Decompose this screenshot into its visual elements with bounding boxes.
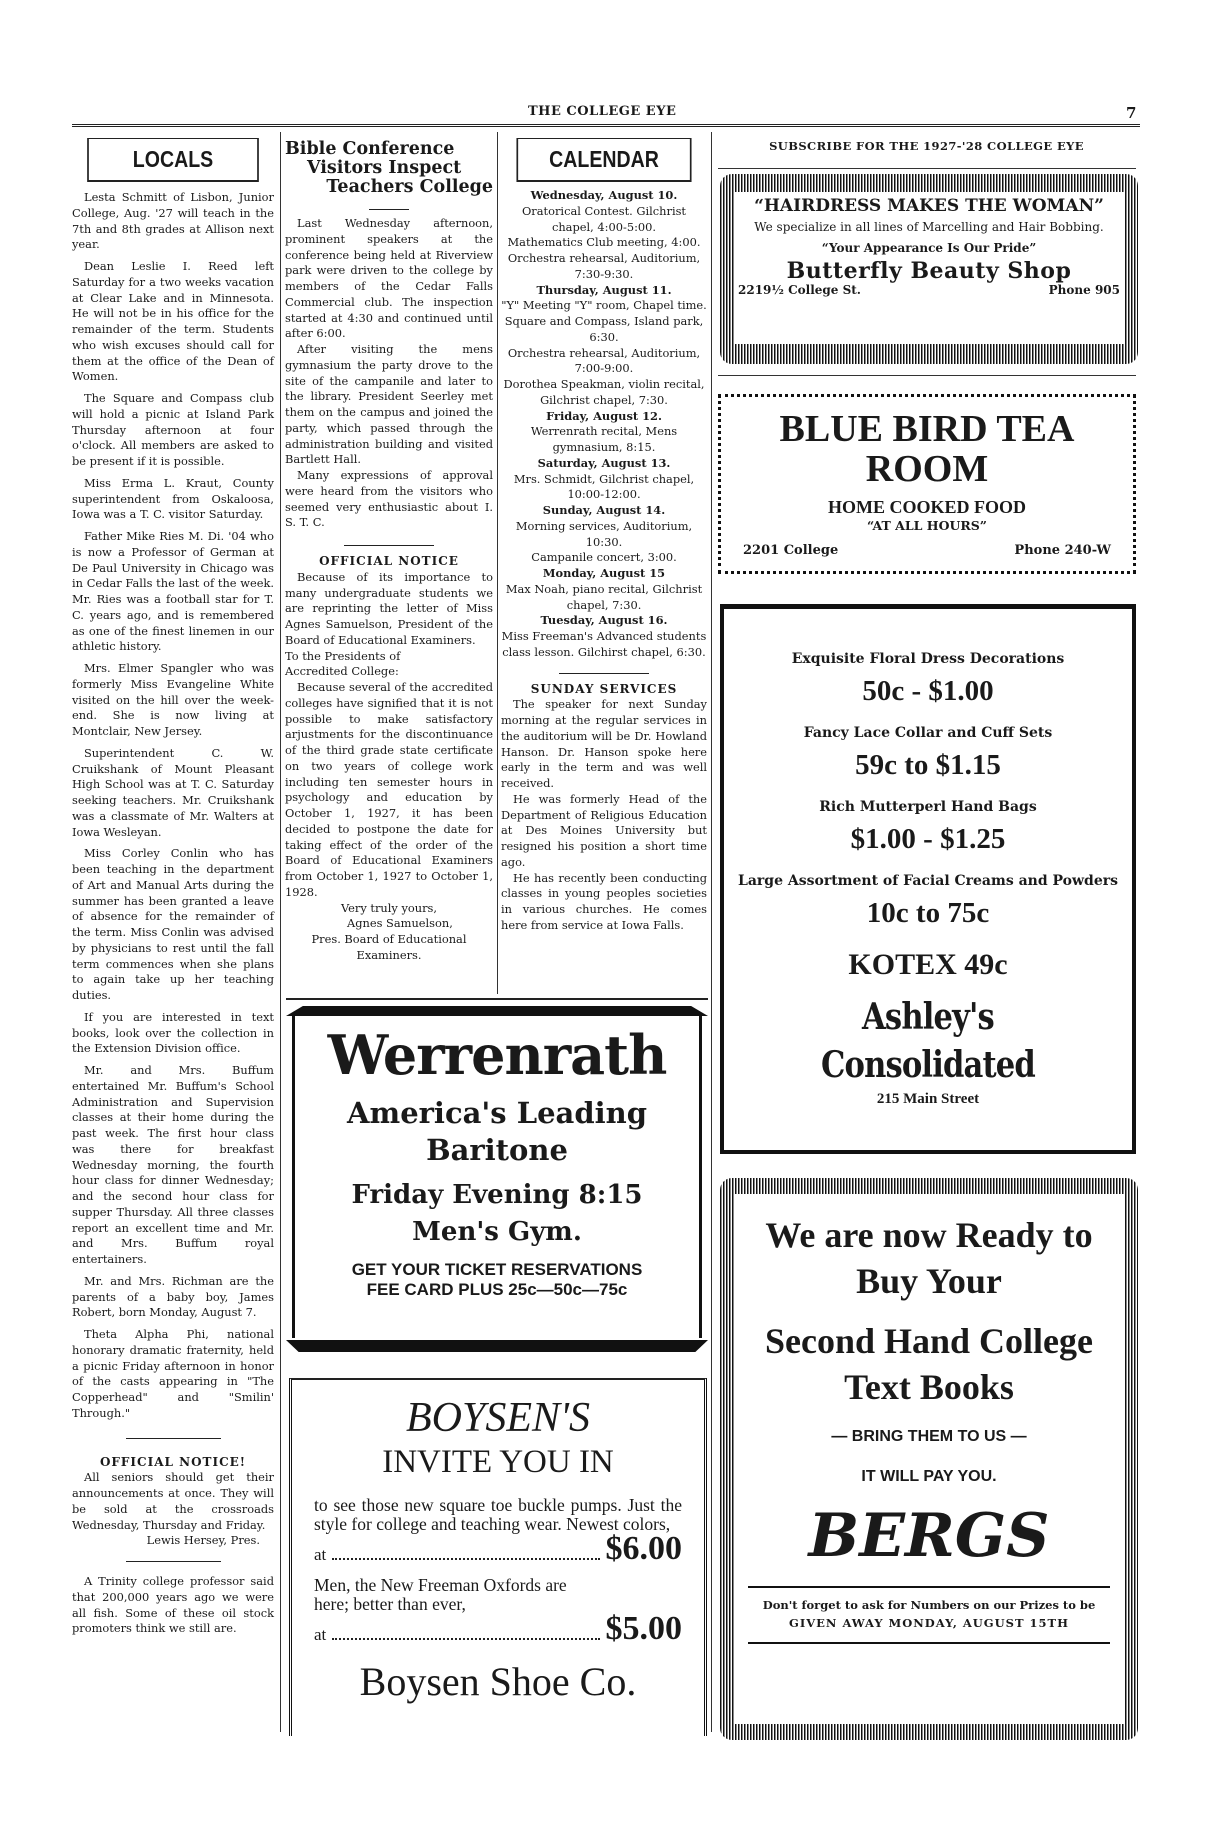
leader-dots [332,1558,599,1560]
shop-phone: Phone 905 [1048,283,1120,297]
ad-copy: We specialize in all lines of Marcelling and Hair Bobbing. [754,220,1104,234]
article-paragraph: He was formerly Head of the Department of Religious Education at Des Moines University but resigned his position a short time ago. [501,791,707,869]
calendar-day: Saturday, August 13. [537,455,671,470]
news-item: Theta Alpha Phi, national honorary dramatic fraternity, held a picnic Friday afternoon in honor of the casts appearing in "The Copperhead" and "Smilin' Through." [72,1327,274,1420]
ad-body [734,1194,1124,1724]
item-label: Large Assortment of Facial Creams and Powders [738,873,1118,889]
news-item: If you are interested in text books, look over the collection in the Extension Division office. [72,1009,274,1056]
ad-body [292,1014,702,1338]
closing: Very truly yours, [340,900,438,915]
price: $6.00 [605,1530,682,1567]
ad-copy: at [314,1545,327,1564]
ad-copy: IT WILL PAY YOU. [861,1468,997,1485]
subscribe-banner: SUBSCRIBE FOR THE 1927-'28 COLLEGE EYE [769,139,1084,153]
butterfly-beauty-shop-ad [720,174,1138,364]
headline [285,140,493,197]
tagline: America's Leading [347,1096,647,1130]
shop-name: Butterfly Beauty Shop [786,258,1072,284]
performer-name: Werrenrath [327,1023,667,1087]
ticket-prices: FEE CARD PLUS 25c—50c—75c [366,1280,628,1299]
event-time: Friday Evening 8:15 [351,1180,643,1210]
ad-body [734,192,1124,344]
article-paragraph: After visiting the mens gymnasium the party drove to the site of the campanile and later to the library. President Seerley met them on the campus and joined the party, which passed through the administration building and visited Bartlett Hall. [285,342,493,467]
news-item: Dean Leslie I. Reed left Saturday for a two weeks vacation at Clear Lake and in Minnesota. He will not be in his office for the remainder of the term. Students who wish excuses should call for them at the office of the Dean of Women. [72,259,274,384]
calendar-day: Thursday, August 11. [536,282,672,297]
news-item: Superintendent C. W. Cruikshank of Mount Pleasant High School was at T. C. Saturday seeking teachers. Mr. Cruikshank was a classmate of Mr. Walters at Iowa Wesleyan. [72,745,274,839]
news-item: Miss Erma L. Kraut, County superintendent from Oskaloosa, Iowa was a T. C. visitor Saturday. [72,475,274,522]
locals-heading: LOCALS [87,138,259,182]
store-name: BERGS [808,1501,1050,1571]
divider [718,168,1136,169]
salutation: To the Presidents of [285,648,401,663]
salutation: Accredited College: [285,664,399,679]
shop-phone: Phone 240-W [1014,543,1111,558]
notice-body: Because several of the accredited colleges have signified that it is not possible to make satisfactory arjustments for the discontinuance of the third grade state certificate on two years of college work including ten semester hours in psychology and education by October 1, 1927, it has been decided to postpone the date for taking effect of the order of the Board of Educational Examiners from October 1, 1927 to October 1, 1928. [285,680,493,899]
slogan: “Your Appearance Is Our Pride” [821,241,1037,255]
kotex-price: KOTEX 49c [848,948,1008,981]
news-item: The Square and Compass club will hold a picnic at Island Park Thursday afternoon at four o'clock. All members are asked to be present if it is possible. [72,391,274,468]
item-label: Rich Mutterperl Hand Bags [819,799,1037,815]
article-paragraph: Last Wednesday afternoon, prominent speakers at the conference being held at Riverview park were driven to the college by members of the Cedar Falls Commercial club. The inspection started at 4:30 and continued until after 6:00. [285,216,493,341]
ad-headline: Buy Your [856,1261,1002,1301]
column-divider [711,132,712,1732]
ad-headline: We are now Ready to [765,1215,1093,1255]
boysen-ad [289,1378,707,1736]
column-divider [280,132,281,1732]
ad-headline: “HAIRDRESS MAKES THE WOMAN” [754,196,1104,216]
calendar-event: Mathematics Club meeting, 4:00. [507,235,701,250]
divider [126,1561,221,1562]
calendar-day: Wednesday, August 10. [530,188,678,202]
item-price: 59c to $1.15 [855,749,1001,781]
ad-copy: HOME COOKED FOOD [828,497,1026,517]
ad-copy: — BRING THEM TO US — [831,1428,1027,1445]
calendar-day: Sunday, August 14. [542,503,666,517]
divider [344,545,434,546]
calendar-event: Orchestra rehearsal, Auditorium, 7:30-9:30. [507,251,701,281]
store-name: Ashley's Consolidated [821,996,1035,1086]
werrenrath-ad [286,998,708,1360]
item-price: 50c - $1.00 [862,675,994,707]
calendar-column [501,138,707,934]
column-divider [497,132,498,994]
ad-copy: at [314,1625,327,1644]
ad-copy: Men, the New Freeman Oxfords are here; better than ever, [314,1575,567,1614]
shop-name: ROOM [865,448,989,490]
headline-line: Teachers College [326,177,493,197]
store-footer: Boysen Shoe Co. [359,1659,637,1704]
item-price: $1.00 - $1.25 [850,823,1006,855]
locals-column [72,138,274,1643]
prize-notice: Don't forget to ask for Numbers on our Prizes to be [762,1598,1096,1612]
calendar-event: Morning services, Auditorium, 10:30. [515,518,693,549]
shop-address: 2219½ College St. [738,283,861,297]
masthead-rule [72,124,1140,127]
calendar-day: Monday, August 15 [542,566,666,580]
prize-notice: GIVEN AWAY MONDAY, AUGUST 15TH [789,1616,1069,1630]
ashleys-ad [720,604,1136,1154]
calendar-event: Werrenrath recital, Mens gymnasium, 8:15. [530,424,678,454]
closing: Agnes Samuelson, [347,916,453,931]
tagline: Baritone [426,1133,568,1167]
article-paragraph: The speaker for next Sunday morning at the regular services in the auditorium will be Dr. Howland Hanson. Dr. Hanson spoke here early in the term and was well received. [501,697,707,790]
store-name: BOYSEN'S [406,1395,590,1441]
news-item: Mr. and Mrs. Richman are the parents of a baby boy, James Robert, born Monday, August 7. [72,1273,274,1320]
calendar-event: Oratorical Contest. Gilchrist chapel, 4:00-5:00. [521,203,687,234]
calendar-event: Mrs. Schmidt, Gilchrist chapel, 10:00-12:00. [513,471,695,502]
calendar-day: Friday, August 12. [546,408,662,423]
ad-copy: “AT ALL HOURS” [867,518,987,533]
sunday-services-heading: SUNDAY SERVICES [530,681,678,696]
event-location: Men's Gym. [412,1217,582,1247]
news-item: A Trinity college professor said that 200,000 years ago we were all fish. Some of these oil stock promoters think we still are. [72,1574,274,1636]
bergs-ad [720,1178,1138,1740]
ad-copy: to see those new square toe buckle pumps. Just the style for college and teaching wear. Newest colors, [314,1495,682,1534]
news-item: Mr. and Mrs. Buffum entertained Mr. Buffum's School Administration and Supervision classes at their home during the past week. The first hour class was there for breakfast Wednesday morning, the fourth hour class for dinner Wednesday; and the second hour class for supper Thursday. All three classes report an excellent time and Mr. and Mrs. Buffum royal entertainers. [72,1063,274,1266]
divider [559,673,649,674]
calendar-list [501,188,707,661]
shop-name: BLUE BIRD TEA [779,408,1075,450]
headline-line: Bible Conference [285,139,455,159]
official-notice-heading: OFFICIAL NOTICE! [99,1454,247,1469]
calendar-event: Miss Freeman's Advanced students class lesson. Gilchirst chapel, 6:30. [501,629,707,659]
official-notice-heading: OFFICIAL NOTICE [319,554,459,568]
article-paragraph: Many expressions of approval were heard from the visitors who seemed very enthusiastic about I. S. T. C. [285,468,493,530]
page-number: 7 [1126,104,1137,122]
calendar-event: Campanile concert, 3:00. [531,550,677,565]
news-item: Lesta Schmitt of Lisbon, Junior College, Aug. '27 will teach in the 7th and 8th grades at Allison next year. [72,190,274,252]
price: $5.00 [605,1610,682,1647]
invite-text: INVITE YOU IN [382,1444,614,1480]
bible-conference-article [285,140,493,964]
news-item: Father Mike Ries M. Di. '04 who is now a Professor of German at De Paul University in Chicago was in Cedar Falls the last of the week. Mr. Ries was a football star for T. C. years ago, and is remembered as one of the finest linemen in our athletic history. [72,529,274,654]
calendar-event: Max Noah, piano recital, Gilchrist chapel, 7:30. [505,581,703,612]
item-label: Exquisite Floral Dress Decorations [791,651,1065,667]
calendar-event: Orchestra rehearsal, Auditorium, 7:00-9:00. [507,345,701,376]
calendar-event: "Y" Meeting "Y" room, Chapel time. [501,298,707,313]
ticket-cta: GET YOUR TICKET RESERVATIONS [351,1260,643,1279]
masthead-title: THE COLLEGE EYE [528,104,677,119]
price-list [724,609,1132,931]
blue-bird-tea-room-ad [718,394,1136,574]
closing: Pres. Board of Educational Examiners. [311,932,467,962]
headline-line: Visitors Inspect [307,158,462,178]
divider [718,375,1136,376]
news-item: Mrs. Elmer Spangler who was formerly Miss Evangeline White visited on the hill over the week-end. She is now living at Montclair, New Jersey. [72,661,274,738]
article-paragraph: He has recently been conducting classes in young peoples societies in various churches. He comes here from service at Iowa Falls. [501,870,707,932]
news-item: Miss Corley Conlin who has been teaching in the department of Art and Manual Arts during the summer has been granted a leave of absence for the remainder of the term. Miss Conlin was advised by physicians to rest until the fall term commences when she plans to again take up her teaching duties. [72,846,274,1002]
ad-headline: Text Books [844,1367,1014,1407]
calendar-event: Dorothea Speakman, violin recital, Gilchrist chapel, 7:30. [503,377,705,407]
divider [748,1642,1110,1644]
leader-dots [332,1638,599,1640]
ad-headline: Second Hand College [764,1321,1094,1361]
store-address: 215 Main Street [876,1091,980,1107]
calendar-event: Square and Compass, Island park, 6:30. [504,314,704,344]
notice-intro: Because of its importance to many undergraduate students we are reprinting the letter of Miss Agnes Samuelson, President of the Board of Educational Examiners. [285,569,493,647]
notice-signature: Lewis Hersey, Pres. [146,1533,260,1548]
divider [126,1438,221,1439]
notice-body: All seniors should get their announcements at once. They will be sold at the crossroads Wednesday, Thursday and Friday. [72,1470,274,1532]
calendar-day: Tuesday, August 16. [540,613,668,628]
calendar-heading: CALENDAR [516,138,691,182]
item-price: 10c to 75c [866,897,990,929]
shop-address: 2201 College [743,543,839,558]
ad-border [286,1340,708,1352]
divider [369,209,409,210]
item-label: Fancy Lace Collar and Cuff Sets [803,725,1053,741]
divider [748,1586,1110,1588]
